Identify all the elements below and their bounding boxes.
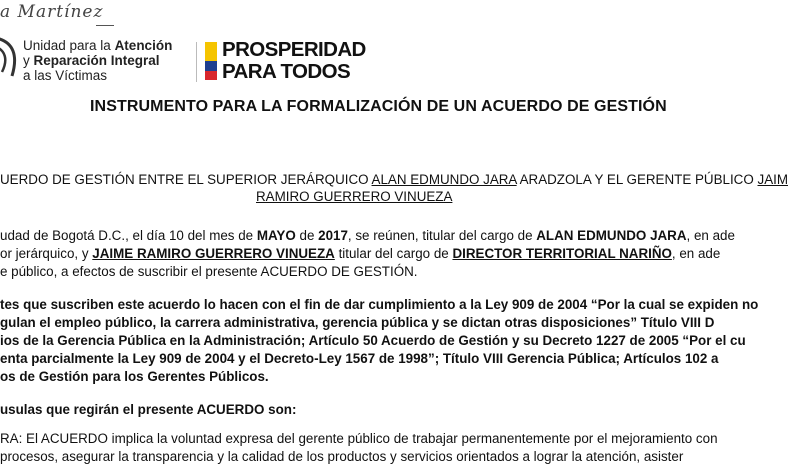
paragraph-1-line-3: e público, a efectos de suscribir el presente ACUERDO DE GESTIÓN.: [0, 264, 418, 279]
paragraph-2-line-5: os de Gestión para los Gerentes Públicos.: [0, 369, 269, 384]
paragraph-2-line-3: ios de la Gerencia Pública en la Administración; Artículo 50 Acuerdo de Gestión y su Decreto 1227 de 2005 “Por el cu: [0, 333, 746, 348]
handwritten-annotation: a Martínez: [0, 2, 104, 22]
intro-line-2: RAMIRO GUERRERO VINUEZA: [256, 189, 453, 204]
intro-line-1: UERDO DE GESTIÓN ENTRE EL SUPERIOR JERÁRQUICO ALAN EDMUNDO JARA ARADZOLA Y EL GERENTE PÚBLICO JAIM: [0, 172, 788, 187]
clauses-intro: usulas que regirán el presente ACUERDO son:: [0, 402, 297, 417]
clause-1-line-2: procesos, asegurar la transparencia y la calidad de los productos y servicios orientados a lograr la atención, asister: [0, 449, 684, 464]
handwritten-underline: [96, 25, 114, 26]
logo-divider: [196, 42, 197, 82]
prosperidad-logo-text: PROSPERIDAD PARA TODOS: [222, 38, 366, 83]
paragraph-2-line-2: gulan el empleo público, la carrera administrativa, gerencia pública y se dictan otras disposiciones” Título VIII D: [0, 315, 715, 330]
paragraph-2-line-1: tes que suscriben este acuerdo lo hacen con el fin de dar cumplimiento a la Ley 909 de 2004 “Por la cual se expiden no: [0, 297, 759, 312]
document-title: INSTRUMENTO PARA LA FORMALIZACIÓN DE UN ACUERDO DE GESTIÓN: [90, 98, 667, 115]
paragraph-1-line-2: or jerárquico, y JAIME RAMIRO GUERRERO VINUEZA titular del cargo de DIRECTOR TERRITORIAL NARIÑO, en ade: [0, 246, 721, 261]
clause-1-line-1: RA: El ACUERDO implica la voluntad expresa del gerente público de trabajar permanentemente por el mejoramiento con: [0, 431, 718, 446]
victims-unit-logo-icon: [0, 32, 22, 82]
paragraph-2-line-4: enta parcialmente la Ley 909 de 2004 y el Decreto-Ley 1567 de 1998”; Título VIII Gerencia Pública; Artículos 102 a: [0, 351, 719, 366]
colombia-flag-icon: [205, 42, 217, 80]
victims-unit-logo-text: Unidad para la Atención y Reparación Integral a las Víctimas: [23, 38, 173, 83]
paragraph-1-line-1: udad de Bogotá D.C., el día 10 del mes de MAYO de 2017, se reúnen, titular del cargo de ALAN EDMUNDO JARA, en ade: [0, 228, 735, 243]
